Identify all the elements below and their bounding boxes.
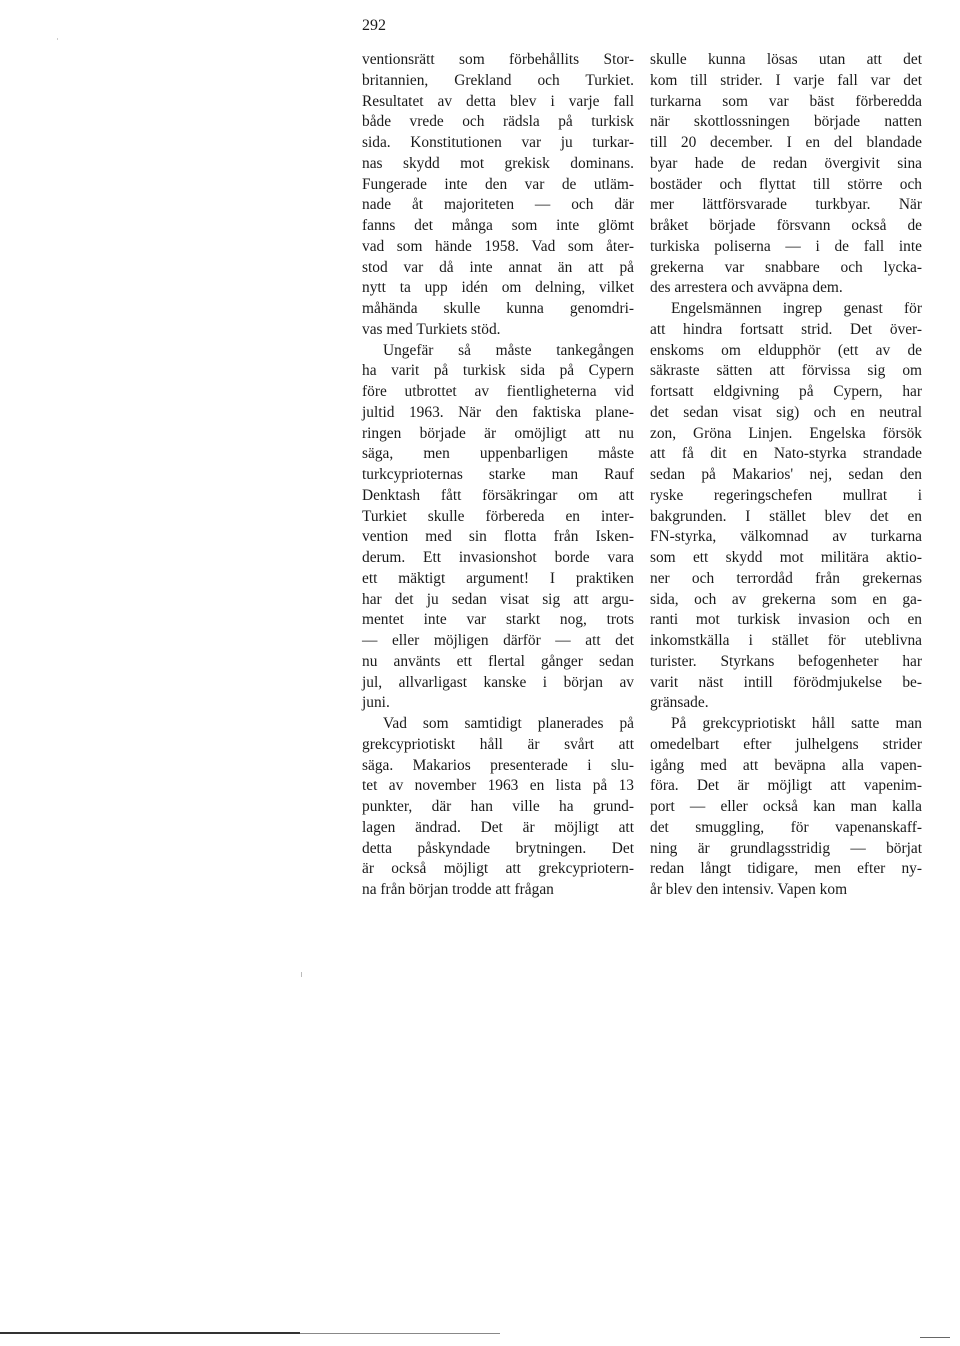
text-line: skulle kunna lösas utan att det <box>650 51 922 68</box>
paragraph <box>650 50 922 299</box>
text-line: grekcypriotiskt håll är svårt att <box>362 735 634 753</box>
text-line: säga, men uppenbarligen måste <box>362 445 634 463</box>
text-line: som ett skydd mot militära aktio- <box>650 549 922 566</box>
text-line: — eller möjligen därför — att det <box>362 632 634 649</box>
text-line: turkcyprioternas starke man Rauf <box>362 466 634 483</box>
text-line: turkiska poliserna — i de fall inte <box>650 237 922 255</box>
text-line: säga. Makarios presenterade i slu- <box>362 756 634 774</box>
text-line: omedelbart efter julhelgens strider <box>650 735 922 753</box>
text-line: till 20 december. I en del blandade <box>650 134 922 151</box>
page-number: 292 <box>362 17 386 34</box>
text-line: måhända skulle kunna genomdri- <box>362 300 634 317</box>
text-line: ning är grundlagsstridig — börjat <box>650 839 922 857</box>
text-line: derum. Ett invasionshot borde vara <box>362 549 634 566</box>
text-line: sida. Konstitutionen var ju turkar- <box>362 134 634 151</box>
text-line: det sedan visat sig) och en neutral <box>650 403 922 421</box>
text-line: jultid 1963. När den faktiska plane- <box>362 403 634 421</box>
paragraph <box>362 50 634 341</box>
text-line: mer lättförsvarade turkbyar. När <box>650 196 922 214</box>
text-line: Fungerade inte den var de utläm- <box>362 175 634 193</box>
text-line: zon, Gröna Linjen. Engelska försök <box>650 424 922 442</box>
text-line: föra. Det är möjligt att vapenim- <box>650 777 922 795</box>
text-line: Denktash fått försäkringar om att <box>362 486 634 504</box>
text-line: ventionsrätt som förbehållits Stor- <box>362 51 634 68</box>
text-line: kom till strider. I varje fall var det <box>650 71 922 89</box>
text-line: före utbrottet av fientligheterna vid <box>362 383 634 400</box>
text-line: redan långt tidigare, men efter ny- <box>650 860 922 878</box>
text-line: ett mäktigt argument! I praktiken <box>362 569 634 587</box>
text-line: att hindra fortsatt strid. Det över- <box>650 320 922 338</box>
text-line: lagen ändrad. Det är möjligt att <box>362 818 634 836</box>
text-line: turkarna som var bäst förberedda <box>650 92 922 110</box>
text-line: bråket började försvann också de <box>650 217 922 234</box>
text-line: bakgrunden. I stället blev det en <box>650 507 922 525</box>
scan-artifact <box>301 972 302 977</box>
text-line: ringen började är omöjligt att nu <box>362 424 634 442</box>
text-line: Vad som samtidigt planerades på <box>383 715 634 732</box>
bottom-edge-rule <box>0 1332 300 1334</box>
text-line: stod var då inte annat än att på <box>362 258 634 276</box>
text-line: bostäder och flyttat till större och <box>650 175 922 193</box>
text-line: sida, och av grekerna som en ga- <box>650 590 922 608</box>
text-line: vas med Turkiets stöd. <box>362 320 501 338</box>
text-line: detta påskyndade brytningen. Det <box>362 839 634 857</box>
text-line: des arrestera och avväpna dem. <box>650 279 843 297</box>
bottom-edge-rule <box>920 1337 950 1338</box>
text-line: ha varit på turkisk sida på Cypern <box>362 362 634 380</box>
text-line: Turkiet skulle förbereda en inter- <box>362 507 634 525</box>
text-line: vad som hände 1958. Vad som åter- <box>362 237 634 255</box>
text-line: att få dit en Nato-styrka strandade <box>650 445 922 463</box>
text-line: byar hade de redan övergivit sina <box>650 154 922 172</box>
paragraph <box>650 714 922 901</box>
paragraph <box>362 714 634 901</box>
text-line: turister. Styrkans befogenheter har <box>650 652 922 670</box>
text-line: ranti mot turkisk invasion och en <box>650 611 922 629</box>
text-line: har det ju sedan visat sig att argu- <box>362 590 634 608</box>
paragraph <box>362 341 634 715</box>
scan-artifact <box>57 38 58 40</box>
text-line: gränsade. <box>650 694 709 712</box>
text-line: grekerna var snabbare och lycka- <box>650 258 922 276</box>
text-line: britannien, Grekland och Turkiet. <box>362 71 634 89</box>
text-column-left <box>362 50 634 901</box>
text-line: Engelsmännen ingrep genast för <box>671 300 922 317</box>
text-line: både vrede och rädsla på turkisk <box>362 113 634 131</box>
text-line: säkraste sätten att förvissa sig om <box>650 362 922 380</box>
text-line: fortsatt eldgivning på Cypern, har <box>650 383 922 400</box>
text-line: nytt ta upp idén om delning, vilket <box>362 279 634 297</box>
text-line: port — eller också kan man kalla <box>650 798 922 815</box>
text-line: jul, allvarligast kanske i början av <box>362 673 634 691</box>
text-line: na från början trodde att frågan <box>362 881 554 898</box>
paragraph <box>650 299 922 714</box>
text-line: inkomstkälla i stället för uteblivna <box>650 632 922 649</box>
text-line: enskoms om eldupphör (ett av de <box>650 341 922 359</box>
text-line: när skottlossningen började natten <box>650 113 922 131</box>
text-line: nade åt majoriteten — och där <box>362 196 634 214</box>
text-line: Resultatet av detta blev i varje fall <box>362 92 634 110</box>
text-line: fanns det många som inte glömt <box>362 217 634 234</box>
text-line: FN-styrka, välkomnad av turkarna <box>650 528 922 546</box>
text-line: ner och terrordåd från grekernas <box>650 569 922 587</box>
text-line: varit näst intill förödmjukelse be- <box>650 673 922 691</box>
text-line: juni. <box>362 694 390 712</box>
text-line: är också möjligt att grekcypriotern- <box>362 860 634 878</box>
text-line: vention med sin flotta från Isken- <box>362 528 634 546</box>
text-line: Ungefär så måste tankegången <box>383 341 634 359</box>
text-line: På grekcypriotiskt håll satte man <box>671 715 922 732</box>
text-line: år blev den intensiv. Vapen kom <box>650 881 848 898</box>
text-line: nas skydd mot grekisk dominans. <box>362 154 634 172</box>
text-line: igång med att beväpna alla vapen- <box>650 756 922 774</box>
text-line: ryske regeringschefen mullrat i <box>650 486 922 504</box>
text-line: mentet inte var starkt nog, trots <box>362 611 634 629</box>
text-line: punkter, där han ville ha grund- <box>362 798 634 815</box>
bottom-edge-rule <box>300 1333 500 1334</box>
text-line: tet av november 1963 en lista på 13 <box>362 777 634 795</box>
text-line: sedan på Makarios' nej, sedan den <box>650 466 922 483</box>
text-line: det smuggling, för vapenanskaff- <box>650 818 922 836</box>
text-column-right <box>650 50 922 901</box>
text-line: nu använts ett flertal gånger sedan <box>362 652 634 670</box>
